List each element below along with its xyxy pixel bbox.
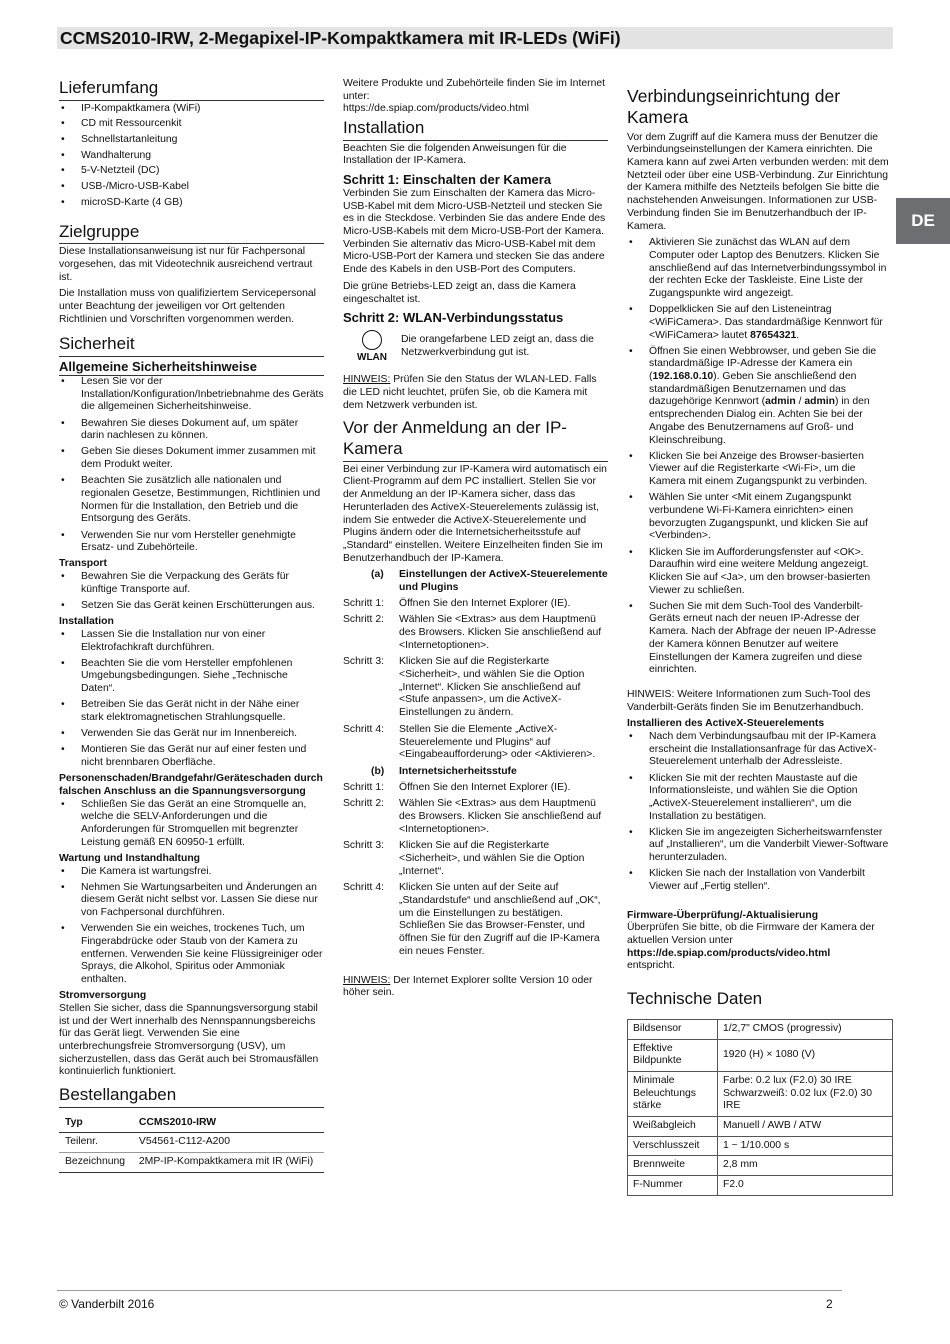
heading-firmware: Firmware-Überprüfung/-Aktualisierung [627,909,819,921]
intro-text [343,78,608,116]
table-key: Teilenr. [59,1133,133,1153]
table-value: 1920 (H) × 1080 (V) [718,1039,893,1071]
heading-lieferumfang: Lieferumfang [59,78,324,101]
list-installation-safety [59,629,324,770]
step-number: Schritt 4: [343,723,384,735]
table-key: Minimale Beleuchtungs stärke [628,1071,718,1116]
list-item: • Klicken Sie im Aufforderungsfenster auf <OK>. Daraufhin wird eine weitere Meldung angezeigt. Klicken Sie auf <Ja>, um den browser-basierten Viewer zu schließen. [627,547,892,598]
table-value: 2MP-IP-Kompaktkamera mit IR (WiFi) [133,1153,324,1173]
stromversorgung-text: Stellen Sie sicher, dass die Spannungsversorgung stabil ist und der Wert innerhalb des Nennspannungsbereichs für das Gerät liegt. Verwenden Sie eine unterbrechungsfreie Stromversorgung (USV), um sicherzustellen, dass das Gerät auch bei Stromausfällen kontinuierlich funktioniert. [59,1002,319,1078]
table-row [59,1153,324,1173]
list-item: • Klicken Sie bei Anzeige des Browser-basierten Viewer auf die Registerkarte <Wi-Fi>, um die Kamera mit einem Zugangspunkt zu verbinden. [627,451,892,489]
step-row [343,614,608,652]
table-row [628,1176,893,1196]
step-row [343,882,608,958]
step-text: Wählen Sie <Extras> aus dem Hauptmenü des Browsers. Klicken Sie anschließend auf <Internetoptionen>. [399,614,602,651]
step-number: Schritt 1: [343,597,384,609]
step-row [343,798,608,836]
table-key: Brennweite [628,1156,718,1176]
title-bar [57,27,893,49]
step-text: Klicken Sie unten auf der Seite auf „Standardstufe“ und anschließend auf „OK“, um die Einstellungen zu bestätigen. Schließen Sie das Browser-Fenster, und öffnen Sie für den Zugriff auf die IP-Kamera ein neues Fenster. [399,882,601,957]
list-item: • Lesen Sie vor der Installation/Konfiguration/Inbetriebnahme des Geräts die allgemeinen Sicherheitshinweise. [59,376,324,414]
table-row [628,1071,893,1116]
heading-sicherheit: Sicherheit [59,334,324,357]
schritt1-text: Verbinden Sie zum Einschalten der Kamera das Micro-USB-Kabel mit dem Micro-USB-Netzteil und stecken Sie es in die Steckdose. Verbinden Sie das andere Ende des Micro-USB-Kabels mit dem Micro-USB-Port der Kamera. Verbinden Sie alternativ das Micro-USB-Kabel mit dem Micro-USB-Port der Kamera und stecken Sie das andere Ende des Kabels in den USB-Port des Computers. [343,188,606,276]
list-item: • 5-V-Netzteil (DC) [59,165,324,178]
list-item: • Klicken Sie im angezeigten Sicherheitswarnfenster auf „Installieren“, um die Vanderbilt Viewer-Software herunterzuladen. [627,827,892,865]
footer-divider [57,1290,842,1291]
table-value: V54561-C112-A200 [133,1133,324,1153]
list-personenschaden [59,799,324,850]
table-row [628,1136,893,1156]
verbindung-text: Vor dem Zugriff auf die Kamera muss der Benutzer die Verbindungseinstellungen der Kamera einrichten. Die Kamera kann auf zwei Arten verbunden werden: mit dem Netzteil oder über eine USB-Verbindung. Zur Einrichtung der Kamera mithilfe des Netzteils befolgen Sie bitte die nachstehenden Anweisungen. Informationen zur USB-Verbindung finden Sie im Benutzerhandbuch der IP-Kamera. [627,131,889,232]
hinweis-ie-label: HINWEIS: [343,974,391,986]
step-number: Schritt 2: [343,614,384,626]
wlan-text: Die orangefarbene LED zeigt an, dass die Netzwerkverbindung gut ist. [401,334,594,359]
list-item: • Schließen Sie das Gerät an eine Stromquelle an, welche die SELV-Anforderungen und die Anforderungen für Stromquellen mit begrenzter Leistung gemäß EN 60950-1 erfüllt. [59,799,324,850]
footer-page-number: 2 [826,1297,833,1311]
page-title: CCMS2010-IRW, 2-Megapixel-IP-Kompaktkamera mit IR-LEDs (WiFi) [60,28,621,48]
list-item: • Betreiben Sie das Gerät nicht in der Nähe einer stark elektromagnetischen Strahlungsquelle. [59,699,324,724]
option-a [343,569,608,594]
list-item: • Beachten Sie die vom Hersteller empfohlenen Umgebungsbedingungen. Siehe „Technische Daten“. [59,658,324,696]
list-item: • CD mit Ressourcenkit [59,118,324,131]
list-item: • Nehmen Sie Wartungsarbeiten und Änderungen an diesem Gerät nicht selbst vor. Lassen Sie diese nur von Fachpersonal durchführen. [59,882,324,920]
list-item: • Beachten Sie zusätzlich alle nationalen und regionalen Gesetze, Bestimmungen, Richtlinien und Normen für die Installation, den Betrieb und die Entsorgung des Geräts. [59,475,324,526]
zielgruppe-p1: Diese Installationsanweisung ist nur für Fachpersonal vorgesehen, das mit Videotechnik ausreichend vertraut ist. [59,246,313,283]
intro-url: https://de.spiap.com/products/video.html [343,103,529,115]
step-text: Klicken Sie auf die Registerkarte <Sicherheit>, und wählen Sie die Option „Internet“. Klicken Sie anschließend auf <Stufe anpassen>, um die ActiveX-Einstellungen zu ändern. [399,656,585,719]
step-text: Öffnen Sie den Internet Explorer (IE). [399,597,571,609]
heading-activex: Installieren des ActiveX-Steuerelements [627,718,825,730]
step-text: Stellen Sie die Elemente „ActiveX-Steuerelemente und Plugins“ auf <Eingabeaufforderung> oder <Aktivieren>. [399,723,596,761]
heading-zielgruppe: Zielgruppe [59,222,324,245]
firmware-url: https://de.spiap.com/products/video.html [627,947,831,959]
step-number: Schritt 3: [343,656,384,668]
heading-anmeldung: Vor der Anmeldung an der IP-Kamera [343,418,608,461]
list-item: • Verwenden Sie das Gerät nur im Innenbereich. [59,728,324,741]
list-item: • Suchen Sie mit dem Such-Tool des Vanderbilt-Geräts erneut nach der neuen IP-Adresse der Kamera. Nach der Abfrage der neuen IP-Adresse der Kamera können Benutzer auf weitere Einstellungen der Kamera zugreifen und diese einrichten. [627,601,892,677]
step-row [343,598,608,611]
order-table [59,1114,324,1173]
option-a-text: Einstellungen der ActiveX-Steuerelemente und Plugins [399,569,608,593]
list-item: • Öffnen Sie einen Webbrowser, und geben Sie die standardmäßige IP-Adresse der Kamera ein (192.168.0.10). Geben Sie anschließend den standardmäßigen Benutzernamen und das dazugehörige Kennwort (admin / admin) in den entsprechenden Dialog ein. Achten Sie bei der Angabe des Benutzernamens auf Groß- und Kleinschreibung. [627,346,892,448]
list-activex [627,731,892,894]
list-item: • Montieren Sie das Gerät nur auf einer festen und nicht brennbaren Oberfläche. [59,744,324,769]
heading-personenschaden: Personenschaden/Brandgefahr/Geräteschaden durch falschen Anschluss an die Spannungsversorgung [59,773,323,797]
anmeldung-text: Bei einer Verbindung zur IP-Kamera wird automatisch ein Client-Programm auf dem PC installiert. Stellen Sie vor der Anmeldung an der IP-Kamera sicher, dass das Herunterladen des ActiveX-Steuerelements zulässig ist, indem Sie entweder die ActiveX-Steuerelemente und Plugins ändern oder die Internetsicherheitsstufe auf „Standard“ einstellen. Weitere Einzelheiten finden Sie im Benutzerhandbuch der IP-Kamera. [343,463,607,564]
order-col-typ: Typ [59,1114,133,1133]
footer-copyright: © Vanderbilt 2016 [59,1297,155,1311]
heading-wartung: Wartung und Instandhaltung [59,852,201,864]
list-item: • Die Kamera ist wartungsfrei. [59,866,324,879]
hinweis-such-tool: HINWEIS: Weitere Informationen zum Such-Tool des Vanderbilt-Geräts finden Sie im Benutzerhandbuch. [627,688,871,713]
wlan-label: WLAN [357,352,387,364]
step-text: Wählen Sie <Extras> aus dem Hauptmenü des Browsers. Klicken Sie anschließend auf <Internetoptionen>. [399,798,602,835]
steps-b [343,782,608,959]
heading-allg-sicherheit: Allgemeine Sicherheitshinweise [59,359,324,376]
list-item: • microSD-Karte (4 GB) [59,197,324,210]
list-item: • IP-Kompaktkamera (WiFi) [59,103,324,116]
list-item: • Bewahren Sie dieses Dokument auf, um später darin nachlesen zu können. [59,418,324,443]
list-item: • Verwenden Sie ein weiches, trockenes Tuch, um Fingerabdrücke oder Staub von der Kamera zu entfernen. Verwenden Sie keine Flüssigreiniger oder Sprays, die Alkohol, Spiritus oder Ammoniak enthalten. [59,923,324,986]
zielgruppe-p2: Die Installation muss von qualifiziertem Servicepersonal unter Beachtung der jeweiligen vor Ort geltenden Richtlinien und Vorschriften vorgenommen werden. [59,288,316,325]
wlan-led-icon [343,330,401,364]
table-key: Effektive Bildpunkte [628,1039,718,1071]
hinweis-wlan-text: Prüfen Sie den Status der WLAN-LED. Falls die LED nicht leuchtet, prüfen Sie, ob die Kamera mit dem Netzwerk verbunden ist. [343,374,597,411]
table-value: 2,8 mm [718,1156,893,1176]
list-item: • Aktivieren Sie zunächst das WLAN auf dem Computer oder Laptop des Benutzers. Klicken Sie anschließend auf das Internetverbindungssymbol in der rechten Ecke der Taskleiste. Eine Liste der Zugangspunkte wird angezeigt. [627,237,892,300]
list-transport [59,571,324,613]
order-table-body [59,1133,324,1172]
step-number: Schritt 1: [343,781,384,793]
firmware-text [627,922,892,973]
intro-line: Weitere Produkte und Zubehörteile finden Sie im Internet unter: [343,78,606,102]
table-key: Verschlusszeit [628,1136,718,1156]
list-item: • Nach dem Verbindungsaufbau mit der IP-Kamera erscheint die Installationsanfrage für das ActiveX-Steuerelement unterhalb der Adressleiste. [627,731,892,769]
order-col-model: CCMS2010-IRW [133,1114,324,1133]
step-number: Schritt 2: [343,798,384,810]
table-row [628,1156,893,1176]
heading-schritt2: Schritt 2: WLAN-Verbindungsstatus [343,310,564,326]
list-allg-sicherheit [59,376,324,555]
list-wartung [59,866,324,987]
step-number: Schritt 3: [343,840,384,852]
column-2 [343,78,608,1004]
list-lieferumfang [59,103,324,210]
table-value: 1/2,7" CMOS (progressiv) [718,1019,893,1039]
option-b [343,766,608,779]
step-number: Schritt 4: [343,882,384,894]
step-row [343,656,608,719]
heading-schritt1: Schritt 1: Einschalten der Kamera [343,172,552,188]
hinweis-ie-text: Der Internet Explorer sollte Version 10 oder höher sein. [343,974,593,999]
list-item: • Wählen Sie unter <Mit einem Zugangspunkt verbundene Wi-Fi-Kamera einrichten> einen bevorzugten Zugangspunkt, und klicken Sie auf <Verbinden>. [627,492,892,543]
option-b-text: Internetsicherheitsstufe [399,765,517,777]
list-item: • Setzen Sie das Gerät keinen Erschütterungen aus. [59,600,324,613]
list-item: • USB-/Micro-USB-Kabel [59,181,324,194]
list-item: • Verwenden Sie nur vom Hersteller genehmigte Ersatz- und Zubehörteile. [59,530,324,555]
table-row [628,1039,893,1071]
list-item: • Doppelklicken Sie auf den Listeneintrag <WiFiCamera>. Das standardmäßige Kennwort für <WiFiCamera> lautet 87654321. [627,304,892,342]
heading-verbindung: Verbindungseinrichtung der Kamera [627,86,841,128]
table-key: Weißabgleich [628,1116,718,1136]
step-text: Öffnen Sie den Internet Explorer (IE). [399,781,571,793]
steps-a [343,598,608,762]
table-key: Bildsensor [628,1019,718,1039]
spec-table [627,1019,893,1196]
step-row [343,782,608,795]
table-row [628,1019,893,1039]
hinweis-wlan [343,374,608,412]
table-row [59,1133,324,1153]
table-value: Farbe: 0.2 lux (F2.0) 30 IRE Schwarzweiß: 0.02 lux (F2.0) 30 IRE [718,1071,893,1116]
column-3 [627,86,892,1196]
list-item: • Lassen Sie die Installation nur von einer Elektrofachkraft durchführen. [59,629,324,654]
wlan-status [343,330,608,364]
list-item: • Geben Sie dieses Dokument immer zusammen mit dem Produkt weiter. [59,446,324,471]
step-text: Klicken Sie auf die Registerkarte <Sicherheit>, und wählen Sie die Option „Internet“. [399,840,585,877]
language-tab: DE [896,198,950,244]
list-item: • Klicken Sie nach der Installation von Vanderbilt Viewer auf „Fertig stellen“. [627,868,892,893]
table-value: 1 ~ 1/10.000 s [718,1136,893,1156]
firmware-line: Überprüfen Sie bitte, ob die Firmware der Kamera der aktuellen Version unter [627,922,875,947]
hinweis-label: HINWEIS: [343,374,391,386]
spec-table-body [628,1019,893,1195]
list-item: • Bewahren Sie die Verpackung des Geräts für künftige Transporte auf. [59,571,324,596]
heading-technische-daten: Technische Daten [627,989,763,1009]
table-key: F-Nummer [628,1176,718,1196]
heading-installation: Installation [343,118,608,141]
firmware-tail: entspricht. [627,960,675,972]
heading-transport: Transport [59,558,107,570]
table-value: F2.0 [718,1176,893,1196]
option-b-label: (b) [371,765,385,777]
list-verbindung [627,237,892,677]
schritt1-text-2: Die grüne Betriebs-LED zeigt an, dass die Kamera eingeschaltet ist. [343,280,576,305]
installation-text: Beachten Sie die folgenden Anweisungen für die Installation der IP-Kamera. [343,142,567,167]
column-1 [59,78,324,1173]
heading-installation-safety: Installation [59,616,114,628]
option-a-label: (a) [371,569,384,581]
heading-bestellangaben: Bestellangaben [59,1085,324,1108]
table-key: Bezeichnung [59,1153,133,1173]
step-row [343,724,608,762]
table-value: Manuell / AWB / ATW [718,1116,893,1136]
list-item: • Klicken Sie mit der rechten Maustaste auf die Informationsleiste, und wählen Sie die Option „ActiveX-Steuerelement installieren“, um die Installation zu bestätigen. [627,773,892,824]
step-row [343,840,608,878]
table-row [628,1116,893,1136]
heading-stromversorgung: Stromversorgung [59,990,147,1002]
hinweis-ie [343,975,608,1000]
list-item: • Wandhalterung [59,150,324,163]
list-item: • Schnellstartanleitung [59,134,324,147]
